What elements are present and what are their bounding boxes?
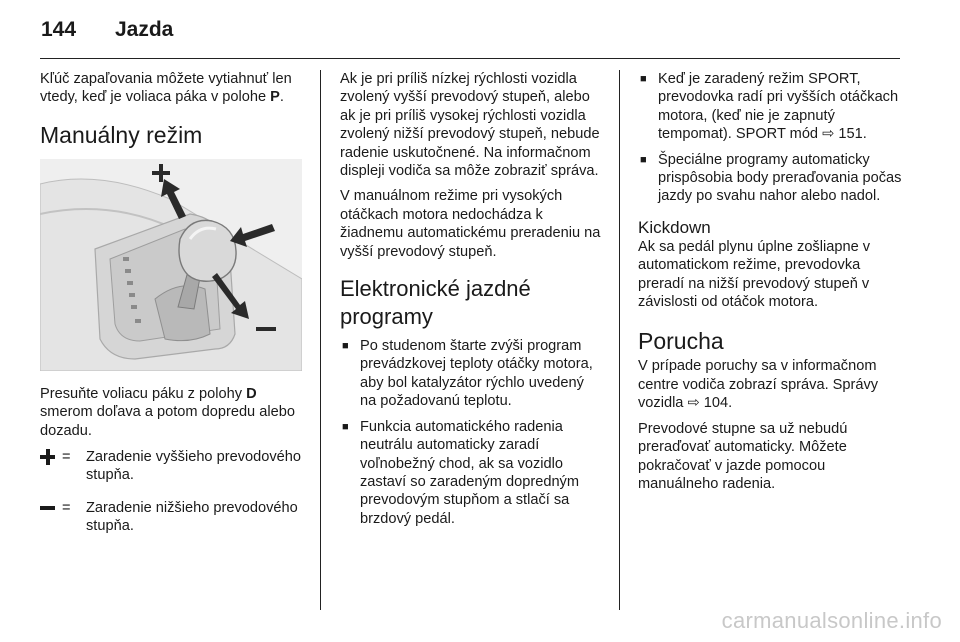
- gear-lever-manual-mode-illustration: [40, 159, 302, 371]
- section-heading-kickdown: Kickdown: [638, 217, 711, 237]
- paragraph-shift-limits: Ak je pri príliš nízkej rýchlosti vozidla zvolený vyšší prevodový stupeň, alebo ak je pri príliš vysokej rýchlosti vozidla zvolený nižší prevodový stupeň, nebude radenie uskutočnené. Na informačnom displeji vodiča sa môže zobraziť správa.: [340, 71, 600, 180]
- bullet-square-icon: ■: [640, 153, 647, 166]
- paragraph-fault-manual: Prevodové stupne sa už nebudú preraďovať automaticky. Môžete pokračovať v jazde pomocou manuálneho radenia.: [638, 420, 848, 492]
- list-item: [340, 337, 604, 411]
- list-item: [638, 70, 902, 144]
- column-divider-1: [320, 70, 321, 610]
- intro-end-text: .: [279, 89, 284, 106]
- intro-bold-text: P: [270, 89, 280, 106]
- page-section-title: Jazda: [115, 18, 174, 41]
- paragraph-fault-message: V prípade poruchy sa v informačnom centre vodiča zobrazí správa. Správy vozidla ⇨ 104.: [638, 358, 879, 412]
- column-3: [638, 70, 902, 500]
- legend-item-upshift: [40, 448, 302, 485]
- minus-icon: [40, 499, 60, 517]
- watermark: carmanualsonline.info: [721, 608, 942, 633]
- intro-paragraph: [40, 70, 302, 107]
- list-item-text: Keď je zaradený režim SPORT, prevodovka radí pri vyšších otáčkach motora, (keď nie je zapnutý tempomat). SPORT mód ⇨ 151.: [658, 71, 899, 143]
- list-item-text: Špeciálne programy automaticky prispôsobia body preraďovania počas jazdy po svahu nahor alebo nadol.: [658, 151, 902, 205]
- intro-text: Kľúč zapaľovania môžete vytiahnuť len vtedy, keď je voliaca páka v polohe: [40, 71, 292, 106]
- section-heading-electronic-programs: Elektronické jazdné programy: [340, 276, 531, 330]
- list-item-text: Po studenom štarte zvýši program prevádzkovej teploty otáčky motora, aby bol katalyzátor rýchlo uvedený na požadovanú teplotu.: [360, 338, 593, 410]
- plus-icon: [40, 448, 60, 466]
- section-heading-porucha: Porucha: [638, 328, 724, 355]
- paragraph-kickdown: Ak sa pedál plynu úplne zošliapne v automatickom režime, prevodovka preradí na nižší prevodový stupeň v závislosti od otáčok motora.: [638, 238, 871, 311]
- figure-caption: [40, 385, 302, 440]
- list-item-text: Funkcia automatického radenia neutrálu automaticky zaradí voľnobežný chod, ak sa vozidlo zastaví so zaradeným dopredným prevodovým stupňom a stlačí sa brzdový pedál.: [360, 418, 580, 527]
- page-number: 144: [41, 18, 77, 41]
- caption-text: Presuňte voliacu páku z polohy: [40, 385, 247, 402]
- bullet-square-icon: ■: [640, 73, 647, 85]
- legend-equals: =: [62, 499, 71, 516]
- legend-text: Zaradenie nižšieho prevodového stupňa.: [86, 499, 298, 535]
- legend-equals: =: [62, 449, 71, 466]
- legend-item-downshift: [40, 499, 302, 536]
- bullet-square-icon: ■: [342, 340, 349, 353]
- caption-text-end: smerom doľava a potom dopredu alebo dozadu.: [40, 404, 295, 439]
- list-item: [638, 151, 902, 206]
- section-heading-manual-mode: Manuálny režim: [40, 121, 203, 148]
- caption-bold-text: D: [246, 385, 257, 402]
- legend-text: Zaradenie vyššieho prevodového stupňa.: [86, 449, 301, 484]
- bullet-square-icon: ■: [342, 420, 349, 433]
- column-1: [40, 70, 302, 550]
- column-2: [340, 70, 604, 535]
- list-item: [340, 418, 604, 528]
- header-divider: [40, 58, 900, 59]
- paragraph-high-rpm: V manuálnom režime pri vysokých otáčkach motora nedochádza k žiadnemu automatickému preradeniu na vyšší prevodový stupeň.: [340, 188, 601, 260]
- column-divider-2: [619, 70, 620, 610]
